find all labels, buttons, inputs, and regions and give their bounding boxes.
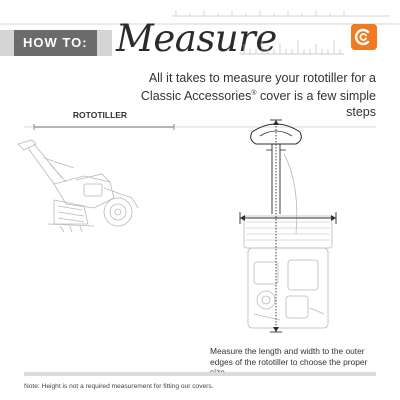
measurement-instructions: Measure the length and width to the outer edges of the rototiller to choose the proper	[210, 346, 368, 367]
intro-line-2-tail: cover is a few simple steps	[256, 89, 376, 120]
how-to-badge: HOW TO:	[14, 30, 97, 56]
rototiller-top-view-illustration	[222, 114, 354, 336]
page-title: Measure	[116, 17, 277, 60]
brand-name: Classic Accessories	[140, 89, 252, 104]
registered-mark: ®	[251, 90, 257, 97]
footnote: Note: Height is not a required measurement for fitting our covers.	[24, 383, 214, 390]
logo-mark-icon	[351, 24, 377, 50]
section-label: ROTOTILLER	[72, 110, 128, 120]
intro-line-1: All it takes to measure your rototiller for a	[148, 71, 376, 85]
rototiller-side-view-illustration	[14, 128, 150, 238]
footer-divider	[24, 372, 376, 376]
classic-accessories-logo-icon	[351, 24, 377, 50]
intro-text	[130, 70, 376, 120]
measuring-ruler-graphic	[240, 26, 344, 60]
